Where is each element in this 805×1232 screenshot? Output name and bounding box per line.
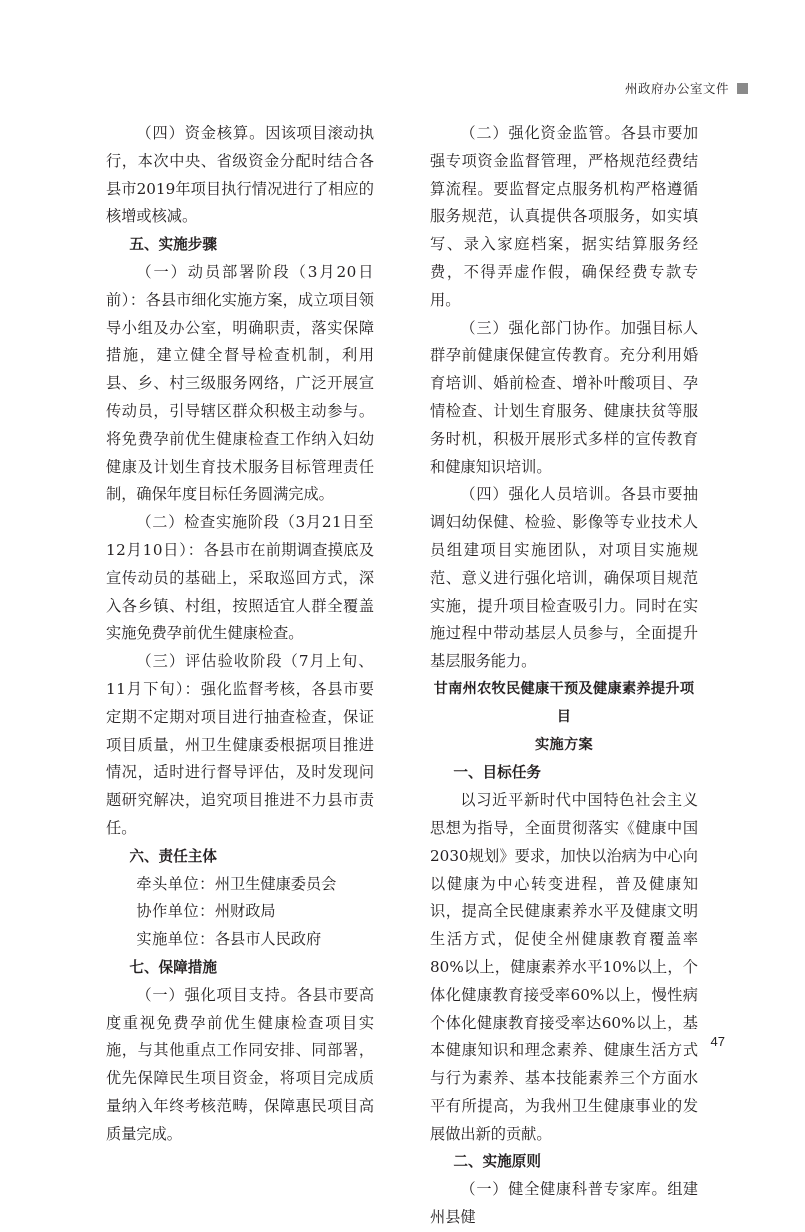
paragraph-body: 各县市细化实施方案，成立项目领导小组及办公室，明确职责，落实保障措施，建立健全督导检查机制，利用县、乡、村三级服务网络，广泛开展宣传动员，引导辖区群众积极主动参与。将免费孕前优生健康检查工作纳入妇幼健康及计划生育技术服务目标管理责任制，确保年度目标任务圆满完成。 xyxy=(106,290,374,504)
lead-unit-value: 州卫生健康委员会 xyxy=(214,874,337,893)
paragraph xyxy=(106,509,374,648)
paragraph-lead: （三）评估验收阶段（7月上旬、11月下旬）： xyxy=(106,652,374,698)
paragraph xyxy=(430,481,698,676)
paragraph-lead: （一）动员部署阶段（3月20日前）： xyxy=(106,262,374,309)
paragraph xyxy=(106,648,374,843)
lead-unit-line xyxy=(106,871,374,899)
impl-unit-value: 各县市人民政府 xyxy=(214,930,322,949)
paragraph-lead: （二）检查实施阶段（3月21日至12月10日）： xyxy=(106,513,374,559)
section-heading: 二、实施原则 xyxy=(453,1153,541,1171)
paragraph-body: 各县市要加强专项资金监督管理，严格规范经费结算流程。要监督定点服务机构严格遵循服务规范，认真提供各项服务，如实填写、录入家庭档案，据实结算服务经费，不得弄虚作假，确保经费专款专用。 xyxy=(430,124,699,309)
page-number: 47 xyxy=(710,1034,725,1049)
paragraph xyxy=(106,259,374,509)
paragraph xyxy=(106,120,374,231)
paragraph-lead: （二）强化资金监管。 xyxy=(460,124,621,142)
coop-unit-label: 协作单位： xyxy=(136,902,215,921)
paragraph-lead: （三）强化部门协作。 xyxy=(460,318,621,337)
paragraph-body: 因该项目滚动执行，本次中央、省级资金分配时结合各县市2019年项目执行情况进行了相应的核增或核减。 xyxy=(106,124,374,226)
paragraph xyxy=(430,1176,698,1232)
running-header xyxy=(625,79,748,97)
paragraph xyxy=(430,315,698,482)
paragraph-lead: （四）强化人员培训。 xyxy=(460,485,621,504)
paragraph xyxy=(106,982,374,1149)
paragraph-body: 各县市要抽调妇幼保健、检验、影像等专业技术人员组建项目实施团队，对项目实施规范、意义进行强化培训，确保项目规范实施，提升项目检查吸引力。同时在实施过程中带动基层人员参与，全面提升基层服务能力。 xyxy=(430,485,699,671)
document-title-line2: 实施方案 xyxy=(535,736,593,753)
section-heading: 七、保障措施 xyxy=(129,958,217,976)
paragraph: 以习近平新时代中国特色社会主义思想为指导，全面贯彻落实《健康中国2030规划》要求，加快以治病为中心向以健康为中心转变进程，普及健康知识，提高全民健康素养水平及健康文明生活方式，促使全州健康教育覆盖率80%以上，健康素养水平10%以上，个体化健康教育接受率60%以上，慢性病个体化健康教育接受率达60%以上，基本健康知识和理念素养、健康生活方式与行为素养、基本技能素养三个方面水平有所提高，为我州卫生健康事业的发展做出新的贡献。 xyxy=(430,791,698,1143)
section-heading: 六、责任主体 xyxy=(129,847,217,865)
coop-unit-value: 州财政局 xyxy=(214,902,276,921)
paragraph-body: 强化监督考核，各县市要定期不定期对项目进行抽查检查，保证项目质量，州卫生健康委根据项目推进情况，适时进行督导评估，及时发现问题研究解决，追究项目推进不力县市责任。 xyxy=(106,679,374,837)
paragraph-body: 组建州县健 xyxy=(430,1180,699,1227)
coop-unit-line xyxy=(106,898,374,926)
document-title-line1: 甘南州农牧民健康干预及健康素养提升项目 xyxy=(433,680,695,725)
paragraph-lead: （一）健全健康科普专家库。 xyxy=(460,1180,668,1199)
header-text: 州政府办公室文件 xyxy=(624,81,729,96)
lead-unit-label: 牵头单位： xyxy=(136,874,215,893)
header-square-icon xyxy=(737,83,748,94)
left-column xyxy=(106,120,374,1148)
section-heading: 五、实施步骤 xyxy=(129,236,217,254)
paragraph xyxy=(430,120,698,315)
right-column xyxy=(430,120,698,1232)
impl-unit-label: 实施单位： xyxy=(136,930,215,949)
section-heading: 一、目标任务 xyxy=(453,764,541,782)
paragraph-lead: （一）强化项目支持。 xyxy=(136,985,297,1004)
paragraph-body: 各县市在前期调查摸底及宣传动员的基础上，采取巡回方式，深入各乡镇、村组，按照适宜人群全覆盖实施免费孕前优生健康检查。 xyxy=(106,540,374,643)
paragraph-body: 加强目标人群孕前健康保健宣传教育。充分利用婚育培训、婚前检查、增补叶酸项目、孕情检查、计划生育服务、健康扶贫等服务时机，积极开展形式多样的宣传教育和健康知识培训。 xyxy=(430,318,699,476)
impl-unit-line xyxy=(106,926,374,954)
paragraph-lead: （四）资金核算。 xyxy=(136,124,266,142)
paragraph-body: 各县市要高度重视免费孕前优生健康检查项目实施，与其他重点工作同安排、同部署，优先保障民生项目资金，将项目完成质量纳入年终考核范畴，保障惠民项目高质量完成。 xyxy=(106,985,375,1143)
